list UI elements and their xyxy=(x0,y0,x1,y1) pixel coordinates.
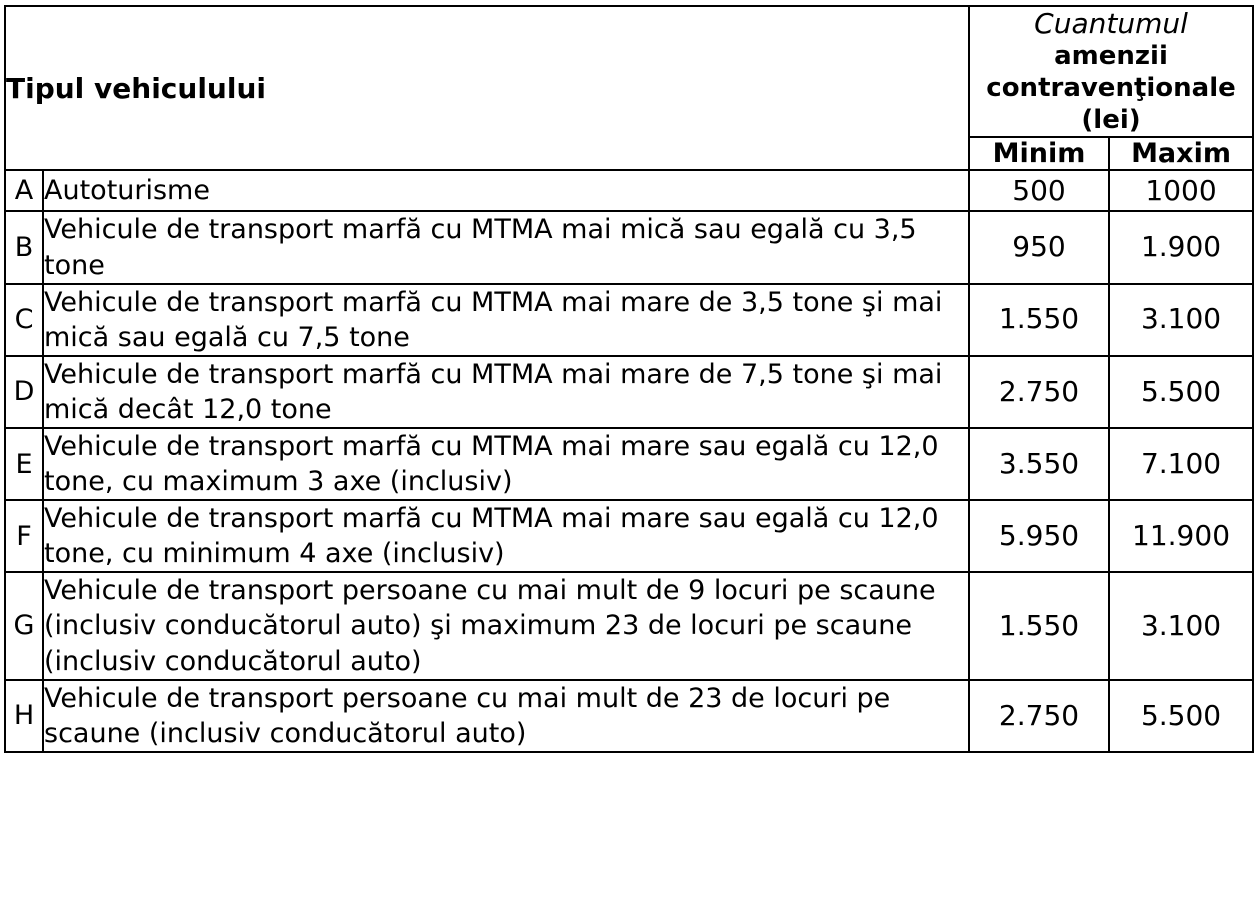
fine-amounts-table xyxy=(4,5,1254,753)
header-fine-amount xyxy=(969,6,1253,137)
row-letter: C xyxy=(5,284,43,356)
row-min-value: 5.950 xyxy=(969,500,1109,572)
table-row xyxy=(5,680,1253,752)
row-max-value: 5.500 xyxy=(1109,680,1253,752)
table-row xyxy=(5,356,1253,428)
row-max-value: 11.900 xyxy=(1109,500,1253,572)
table-row xyxy=(5,284,1253,356)
row-max-value: 7.100 xyxy=(1109,428,1253,500)
row-description: Vehicule de transport marfă cu MTMA mai mare sau egală cu 12,0 tone, cu maximum 3 axe (inclusiv) xyxy=(43,428,969,500)
row-description: Vehicule de transport persoane cu mai mult de 9 locuri pe scaune (inclusiv conducătorul auto) şi maximum 23 de locuri pe scaune (inclusiv conducătorul auto) xyxy=(43,572,969,679)
table-header-row-main xyxy=(5,6,1253,137)
row-min-value: 2.750 xyxy=(969,356,1109,428)
row-max-value: 1.900 xyxy=(1109,211,1253,283)
row-letter: D xyxy=(5,356,43,428)
table-row xyxy=(5,572,1253,679)
row-description: Vehicule de transport persoane cu mai mult de 23 de locuri pe scaune (inclusiv conducătorul auto) xyxy=(43,680,969,752)
row-description: Vehicule de transport marfă cu MTMA mai mare sau egală cu 12,0 tone, cu minimum 4 axe (inclusiv) xyxy=(43,500,969,572)
table-row xyxy=(5,428,1253,500)
row-letter: E xyxy=(5,428,43,500)
row-min-value: 3.550 xyxy=(969,428,1109,500)
row-max-value: 3.100 xyxy=(1109,572,1253,679)
row-description: Vehicule de transport marfă cu MTMA mai mică sau egală cu 3,5 tone xyxy=(43,211,969,283)
row-max-value: 3.100 xyxy=(1109,284,1253,356)
row-description: Autoturisme xyxy=(43,170,969,211)
row-description: Vehicule de transport marfă cu MTMA mai mare de 3,5 tone şi mai mică sau egală cu 7,5 tone xyxy=(43,284,969,356)
row-min-value: 1.550 xyxy=(969,572,1109,679)
row-letter: B xyxy=(5,211,43,283)
header-fine-amount-line4: (lei) xyxy=(1081,104,1141,135)
row-letter: F xyxy=(5,500,43,572)
row-letter: G xyxy=(5,572,43,679)
row-min-value: 950 xyxy=(969,211,1109,283)
row-min-value: 500 xyxy=(969,170,1109,211)
header-vehicle-type: Tipul vehiculului xyxy=(5,6,969,170)
table-body xyxy=(5,170,1253,752)
row-min-value: 2.750 xyxy=(969,680,1109,752)
table-row xyxy=(5,170,1253,211)
header-min: Minim xyxy=(969,137,1109,170)
row-max-value: 5.500 xyxy=(1109,356,1253,428)
row-min-value: 1.550 xyxy=(969,284,1109,356)
row-description: Vehicule de transport marfă cu MTMA mai mare de 7,5 tone şi mai mică decât 12,0 tone xyxy=(43,356,969,428)
header-fine-amount-line1: Cuantumul xyxy=(1034,7,1188,40)
header-fine-amount-line3: contravenţionale xyxy=(986,72,1236,103)
header-max: Maxim xyxy=(1109,137,1253,170)
row-letter: A xyxy=(5,170,43,211)
header-fine-amount-line2: amenzii xyxy=(1054,41,1168,72)
table-row xyxy=(5,500,1253,572)
row-letter: H xyxy=(5,680,43,752)
row-max-value: 1000 xyxy=(1109,170,1253,211)
table-row xyxy=(5,211,1253,283)
